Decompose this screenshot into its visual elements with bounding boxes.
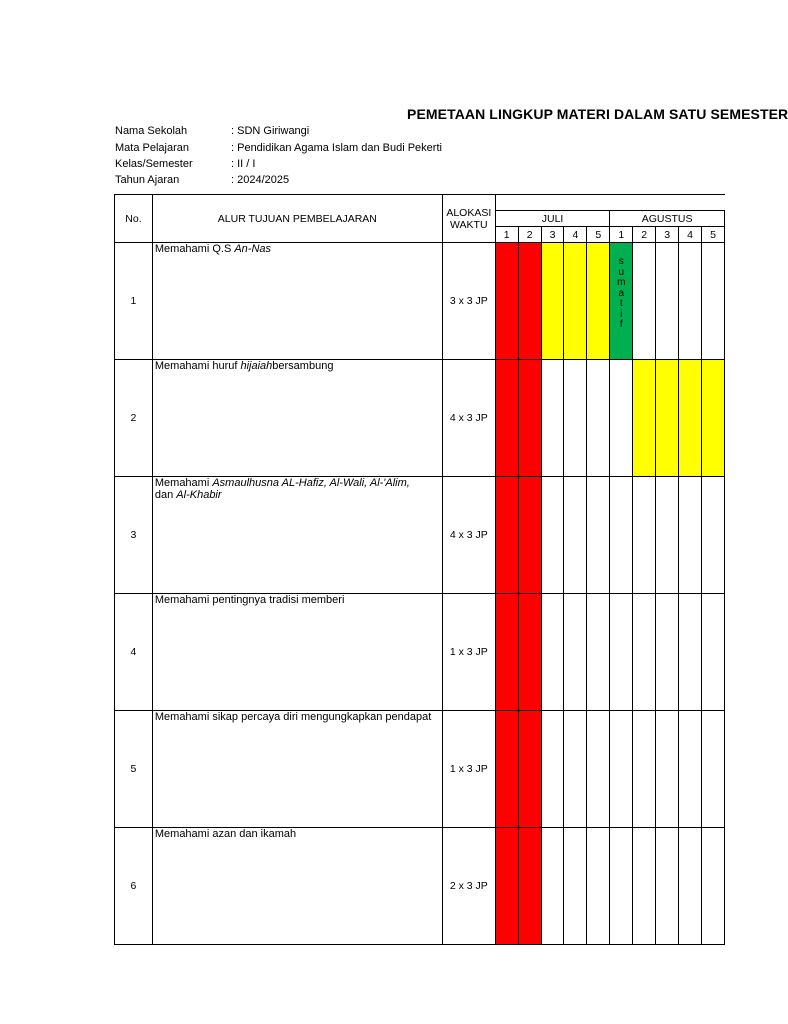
row-number: 4	[115, 594, 153, 711]
week-number: 2	[633, 227, 656, 243]
schedule-cell-yellow	[702, 360, 725, 477]
schedule-cell-empty	[587, 828, 610, 945]
table-row	[115, 594, 725, 711]
info-label: Mata Pelajaran	[115, 142, 189, 154]
schedule-cell-empty	[610, 594, 633, 711]
schedule-cell-red	[518, 477, 541, 594]
row-number: 3	[115, 477, 153, 594]
schedule-cell-empty	[702, 243, 725, 360]
schedule-cell-red	[495, 711, 518, 828]
row-number: 2	[115, 360, 153, 477]
schedule-cell-empty	[610, 360, 633, 477]
info-value: : II / I	[231, 158, 256, 170]
schedule-cell-empty	[541, 360, 564, 477]
sumatif-label: s u m a t i f	[617, 256, 626, 330]
learning-objective: Memahami huruf hijaiahbersambung	[152, 360, 442, 477]
schedule-cell-empty	[702, 594, 725, 711]
document-title: PEMETAAN LINGKUP MATERI DALAM SATU SEMESTER	[407, 106, 788, 122]
schedule-cell-empty	[587, 477, 610, 594]
week-number: 4	[679, 227, 702, 243]
week-number: 4	[564, 227, 587, 243]
week-number: 1	[495, 227, 518, 243]
schedule-cell-empty	[564, 477, 587, 594]
schedule-cell-red	[518, 594, 541, 711]
time-allocation: 4 x 3 JP	[442, 360, 495, 477]
schedule-cell-empty	[541, 828, 564, 945]
table-row	[115, 243, 725, 360]
info-label: Nama Sekolah	[115, 125, 188, 137]
info-value: : Pendidikan Agama Islam dan Budi Pekerti	[231, 142, 442, 154]
schedule-cell-empty	[633, 828, 656, 945]
schedule-cell-yellow	[564, 243, 587, 360]
info-label: Tahun Ajaran	[115, 174, 180, 186]
schedule-cell-empty	[633, 477, 656, 594]
schedule-cell-empty	[633, 243, 656, 360]
header-atp: ALUR TUJUAN PEMBELAJARAN	[152, 195, 442, 243]
week-number: 3	[541, 227, 564, 243]
schedule-cell-yellow	[679, 360, 702, 477]
time-allocation: 2 x 3 JP	[442, 828, 495, 945]
learning-objective: Memahami sikap percaya diri mengungkapkan pendapat	[152, 711, 442, 828]
table-row	[115, 360, 725, 477]
info-label: Kelas/Semester	[115, 158, 193, 170]
schedule-cell-red	[495, 828, 518, 945]
header-blank-band	[495, 195, 724, 211]
header-alokasi-line2: WAKTU	[450, 218, 488, 231]
mapping-table	[114, 194, 725, 945]
table-row	[115, 711, 725, 828]
learning-objective: Memahami Q.S An-Nas	[152, 243, 442, 360]
table-row	[115, 828, 725, 945]
schedule-cell-red	[518, 360, 541, 477]
time-allocation: 4 x 3 JP	[442, 477, 495, 594]
schedule-cell-red	[495, 243, 518, 360]
schedule-cell-empty	[541, 477, 564, 594]
schedule-cell-empty	[679, 828, 702, 945]
schedule-cell-red	[495, 594, 518, 711]
header-alokasi-line1: ALOKASI	[446, 206, 492, 219]
schedule-cell-red	[518, 711, 541, 828]
info-value: : 2024/2025	[231, 174, 290, 186]
schedule-cell-empty	[633, 711, 656, 828]
schedule-cell-empty	[587, 360, 610, 477]
schedule-cell-empty	[610, 828, 633, 945]
schedule-cell-red	[518, 243, 541, 360]
schedule-cell-empty	[564, 711, 587, 828]
learning-objective: Memahami azan dan ikamah	[152, 828, 442, 945]
schedule-cell-yellow	[541, 243, 564, 360]
schedule-cell-empty	[656, 243, 679, 360]
header-month-agustus: AGUSTUS	[610, 211, 725, 227]
time-allocation: 1 x 3 JP	[442, 594, 495, 711]
row-number: 6	[115, 828, 153, 945]
week-number: 5	[702, 227, 725, 243]
schedule-cell-empty	[656, 594, 679, 711]
time-allocation: 1 x 3 JP	[442, 711, 495, 828]
schedule-cell-empty	[679, 594, 702, 711]
schedule-cell-empty	[564, 828, 587, 945]
schedule-cell-red	[518, 828, 541, 945]
schedule-cell-empty	[679, 711, 702, 828]
schedule-cell-empty	[679, 243, 702, 360]
row-number: 5	[115, 711, 153, 828]
schedule-cell-green	[610, 243, 633, 360]
schedule-cell-empty	[587, 594, 610, 711]
schedule-cell-empty	[656, 828, 679, 945]
schedule-cell-yellow	[587, 243, 610, 360]
header-no: No.	[115, 195, 153, 243]
week-number: 3	[656, 227, 679, 243]
schedule-cell-empty	[702, 711, 725, 828]
schedule-cell-empty	[564, 594, 587, 711]
info-value: : SDN Giriwangi	[231, 125, 310, 137]
schedule-cell-red	[495, 360, 518, 477]
week-number: 1	[610, 227, 633, 243]
schedule-cell-empty	[656, 477, 679, 594]
week-number: 5	[587, 227, 610, 243]
schedule-cell-empty	[656, 711, 679, 828]
schedule-cell-empty	[541, 594, 564, 711]
schedule-cell-empty	[702, 477, 725, 594]
time-allocation: 3 x 3 JP	[442, 243, 495, 360]
schedule-cell-yellow	[633, 360, 656, 477]
schedule-cell-empty	[610, 477, 633, 594]
table-row	[115, 477, 725, 594]
schedule-cell-empty	[679, 477, 702, 594]
schedule-cell-red	[495, 477, 518, 594]
schedule-cell-empty	[610, 711, 633, 828]
schedule-cell-yellow	[656, 360, 679, 477]
week-number: 2	[518, 227, 541, 243]
learning-objective: Memahami Asmaulhusna AL-Hafiz, Al-Wali, Al-'Alim, dan Al-Khabir	[152, 477, 442, 594]
row-number: 1	[115, 243, 153, 360]
header-alokasi	[442, 195, 495, 243]
learning-objective: Memahami pentingnya tradisi memberi	[152, 594, 442, 711]
schedule-cell-empty	[633, 594, 656, 711]
schedule-cell-empty	[702, 828, 725, 945]
schedule-cell-empty	[587, 711, 610, 828]
schedule-cell-empty	[564, 360, 587, 477]
header-month-juli: JULI	[495, 211, 610, 227]
schedule-cell-empty	[541, 711, 564, 828]
